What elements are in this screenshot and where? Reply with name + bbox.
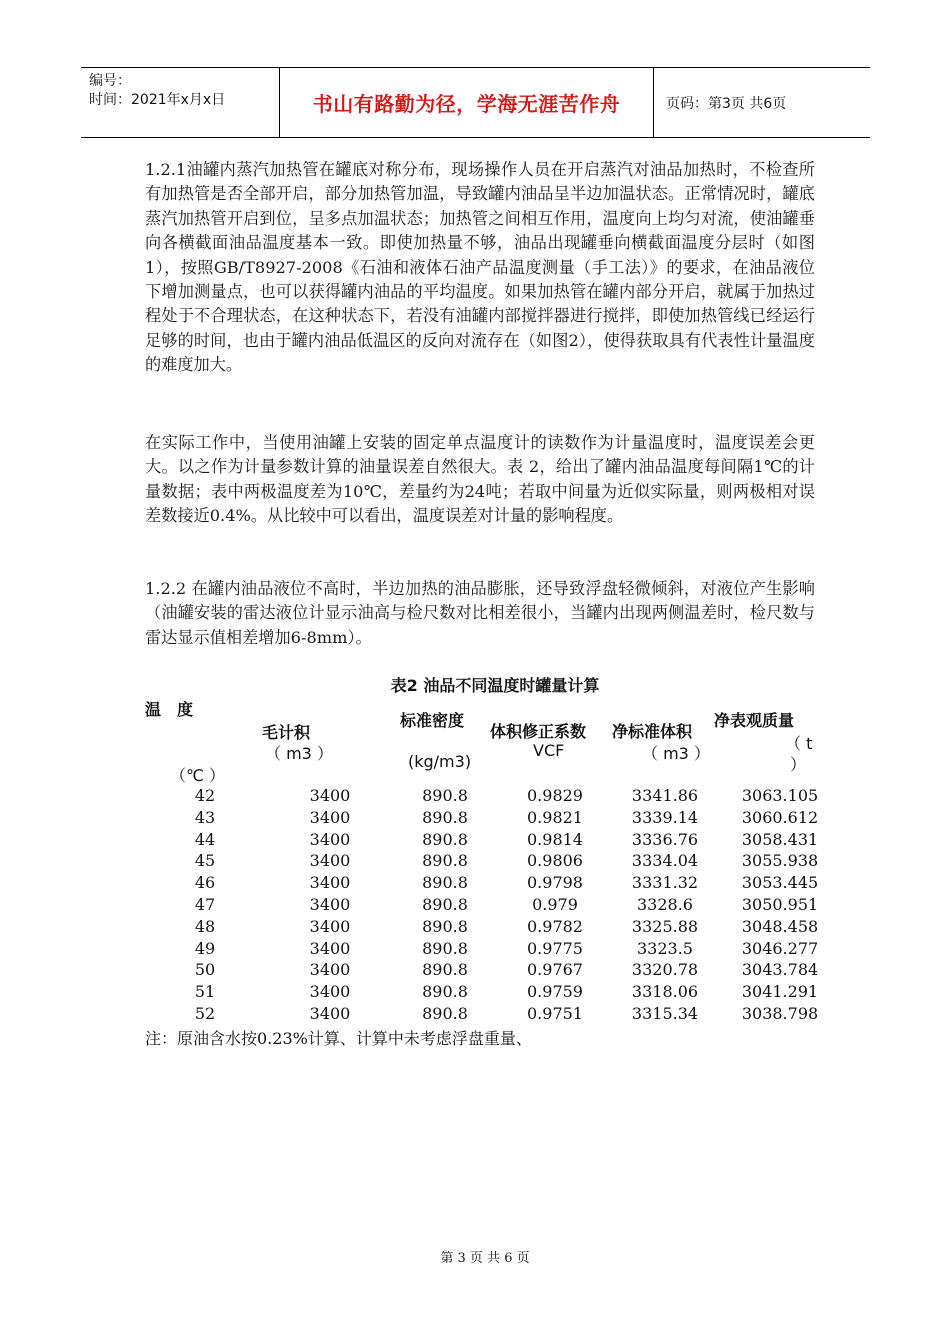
cell-temperature: 47 [194, 894, 216, 914]
page-footer: 第 3 页 共 6 页 [440, 1251, 530, 1266]
cell-temperature: 51 [194, 982, 216, 1002]
cell-std-density: 890.8 [422, 1003, 468, 1023]
cell-std-density: 890.8 [422, 960, 468, 980]
cell-vcf: 0.9821 [527, 807, 583, 827]
cell-std-density: 890.8 [422, 982, 468, 1002]
paragraph-measurement-error: 在实际工作中，当使用油罐上安装的固定单点温度计的读数作为计量温度时，温度误差会更大。以之作为计量参数计算的油量误差自然很大。表 2，给出了罐内油品温度每间隔1℃的计量数据；表中两极温度差为10℃，差量约为24吨；若取中间量为近似实际量，则两极相对误差数接近0.4%。从比较中可以看出，温度误差对计量的影响程度。 [145, 433, 815, 526]
cell-temperature: 44 [194, 829, 216, 849]
cell-vcf: 0.9775 [527, 938, 583, 958]
document-time-label: 时间：2021年x月x日 [89, 92, 226, 108]
cell-temperature: 49 [194, 938, 216, 958]
header-std-density: 标准密度 [400, 711, 465, 730]
cell-temperature: 52 [194, 1003, 216, 1023]
cell-net-mass: 3050.951 [741, 894, 819, 914]
header-page-info: 页码：第3页 共6页 [666, 95, 787, 112]
cell-net-std-volume: 3320.78 [631, 960, 699, 980]
header-std-density-unit: (kg/m3) [408, 752, 472, 771]
cell-vcf: 0.9782 [527, 916, 583, 936]
cell-temperature: 45 [194, 851, 216, 871]
cell-gross-volume: 3400 [309, 916, 351, 936]
cell-net-std-volume: 3325.88 [631, 916, 699, 936]
header-motto: 书山有路勤为径，学海无涯苦作舟 [280, 68, 654, 137]
table-row [145, 785, 825, 807]
cell-std-density: 890.8 [422, 807, 468, 827]
header-net-mass-unit: （ t [785, 734, 813, 753]
header-gross-volume: 毛计积 [262, 723, 311, 742]
page-header [81, 67, 870, 138]
header-temperature: 温 度 [145, 700, 194, 719]
cell-std-density: 890.8 [422, 873, 468, 893]
cell-vcf: 0.9767 [527, 960, 583, 980]
header-net-mass-unit-close: ） [790, 755, 807, 774]
cell-vcf: 0.9814 [527, 829, 583, 849]
cell-vcf: 0.9751 [527, 1003, 583, 1023]
table-row [145, 894, 825, 916]
cell-gross-volume: 3400 [309, 982, 351, 1002]
cell-net-std-volume: 3323.5 [637, 938, 693, 958]
cell-net-mass: 3046.277 [741, 938, 819, 958]
cell-temperature: 46 [194, 873, 216, 893]
header-meta [81, 68, 280, 137]
cell-gross-volume: 3400 [309, 1003, 351, 1023]
table-row [145, 850, 825, 872]
cell-net-mass: 3063.105 [741, 786, 819, 805]
cell-gross-volume: 3400 [309, 938, 351, 958]
cell-net-mass: 3048.458 [741, 916, 819, 936]
cell-net-std-volume: 3318.06 [631, 982, 699, 1002]
cell-net-mass: 3043.784 [741, 960, 819, 980]
header-net-mass: 净表观质量 [714, 711, 795, 730]
cell-net-std-volume: 3341.86 [631, 786, 699, 805]
cell-gross-volume: 3400 [309, 894, 351, 914]
cell-net-mass: 3058.431 [741, 829, 819, 849]
table-row [145, 981, 825, 1003]
cell-vcf: 0.9798 [527, 873, 583, 893]
cell-vcf: 0.9829 [527, 786, 583, 805]
cell-temperature: 50 [194, 960, 216, 980]
cell-gross-volume: 3400 [309, 851, 351, 871]
cell-std-density: 890.8 [422, 894, 468, 914]
cell-net-mass: 3060.612 [741, 807, 819, 827]
cell-gross-volume: 3400 [309, 786, 351, 805]
cell-gross-volume: 3400 [309, 873, 351, 893]
cell-net-mass: 3053.445 [741, 873, 819, 893]
table-row [145, 938, 825, 960]
cell-std-density: 890.8 [422, 786, 468, 805]
table-row [145, 1003, 825, 1025]
cell-std-density: 890.8 [422, 938, 468, 958]
table-note: 注：原油含水按0.23%计算、计算中未考虑浮盘重量、 [145, 1029, 532, 1048]
cell-net-std-volume: 3331.32 [631, 873, 699, 893]
cell-vcf: 0.9806 [527, 851, 583, 871]
cell-net-mass: 3038.798 [741, 1003, 819, 1023]
cell-gross-volume: 3400 [309, 829, 351, 849]
header-net-std-volume: 净标准体积 [612, 722, 693, 741]
cell-std-density: 890.8 [422, 851, 468, 871]
cell-temperature: 48 [194, 916, 216, 936]
header-gross-volume-unit: （ m3 ） [265, 744, 333, 763]
cell-net-std-volume: 3315.34 [631, 1003, 699, 1023]
cell-std-density: 890.8 [422, 916, 468, 936]
paragraph-1-2-1: 1.2.1油罐内蒸汽加热管在罐底对称分布，现场操作人员在开启蒸汽对油品加热时，不检查所有加热管是否全部开启，部分加热管加温，导致罐内油品呈半边加温状态。正常情况时，罐底蒸汽加热管开启到位，呈多点加温状态；加热管之间相互作用，温度向上均匀对流，使油罐垂向各横截面油品温度基本一致。即使加热量不够，油品出现罐垂向横截面温度分层时（如图1），按照GB/T8927-2008《石油和液体石油产品温度测量（手工法）》的要求，在油品液位下增加测量点，也可以获得罐内油品的平均温度。如果加热管在罐内部分开启，就属于加热过程处于不合理状态，在这种状态下，若没有油罐内部搅拌器进行搅拌，即使加热管线已经运行足够的时间，也由于罐内油品低温区的反向对流存在（如图2），使得获取具有代表性计量温度的难度加大。 [145, 160, 815, 375]
header-vcf: 体积修正系数 [490, 722, 587, 741]
table-row [145, 807, 825, 829]
cell-net-std-volume: 3336.76 [631, 829, 699, 849]
cell-vcf: 0.9759 [527, 982, 583, 1002]
cell-net-mass: 3041.291 [741, 982, 819, 1002]
cell-net-std-volume: 3328.6 [637, 894, 693, 914]
document-number-label: 编号： [89, 73, 131, 89]
cell-temperature: 42 [194, 786, 216, 805]
cell-net-std-volume: 3334.04 [631, 851, 699, 871]
table-row [145, 959, 825, 981]
cell-gross-volume: 3400 [309, 807, 351, 827]
table-row [145, 916, 825, 938]
cell-std-density: 890.8 [422, 829, 468, 849]
table-body [145, 785, 825, 1025]
table-title: 表2 油品不同温度时罐量计算 [390, 676, 600, 695]
cell-vcf: 0.979 [532, 894, 578, 914]
table-row [145, 829, 825, 851]
header-vcf-sub: VCF [533, 741, 565, 760]
header-net-std-volume-unit: （ m3 ） [642, 744, 710, 763]
table-row [145, 872, 825, 894]
cell-net-mass: 3055.938 [741, 851, 819, 871]
cell-gross-volume: 3400 [309, 960, 351, 980]
cell-net-std-volume: 3339.14 [631, 807, 699, 827]
header-temperature-unit: （℃ ） [170, 766, 226, 785]
cell-temperature: 43 [194, 807, 216, 827]
paragraph-1-2-2: 1.2.2 在罐内油品液位不高时，半边加热的油品膨胀，还导致浮盘轻微倾斜，对液位产生影响（油罐安装的雷达液位计显示油高与检尺数对比相差很小，当罐内出现两侧温差时，检尺数与雷达显示值相差增加6-8mm）。 [145, 579, 815, 647]
